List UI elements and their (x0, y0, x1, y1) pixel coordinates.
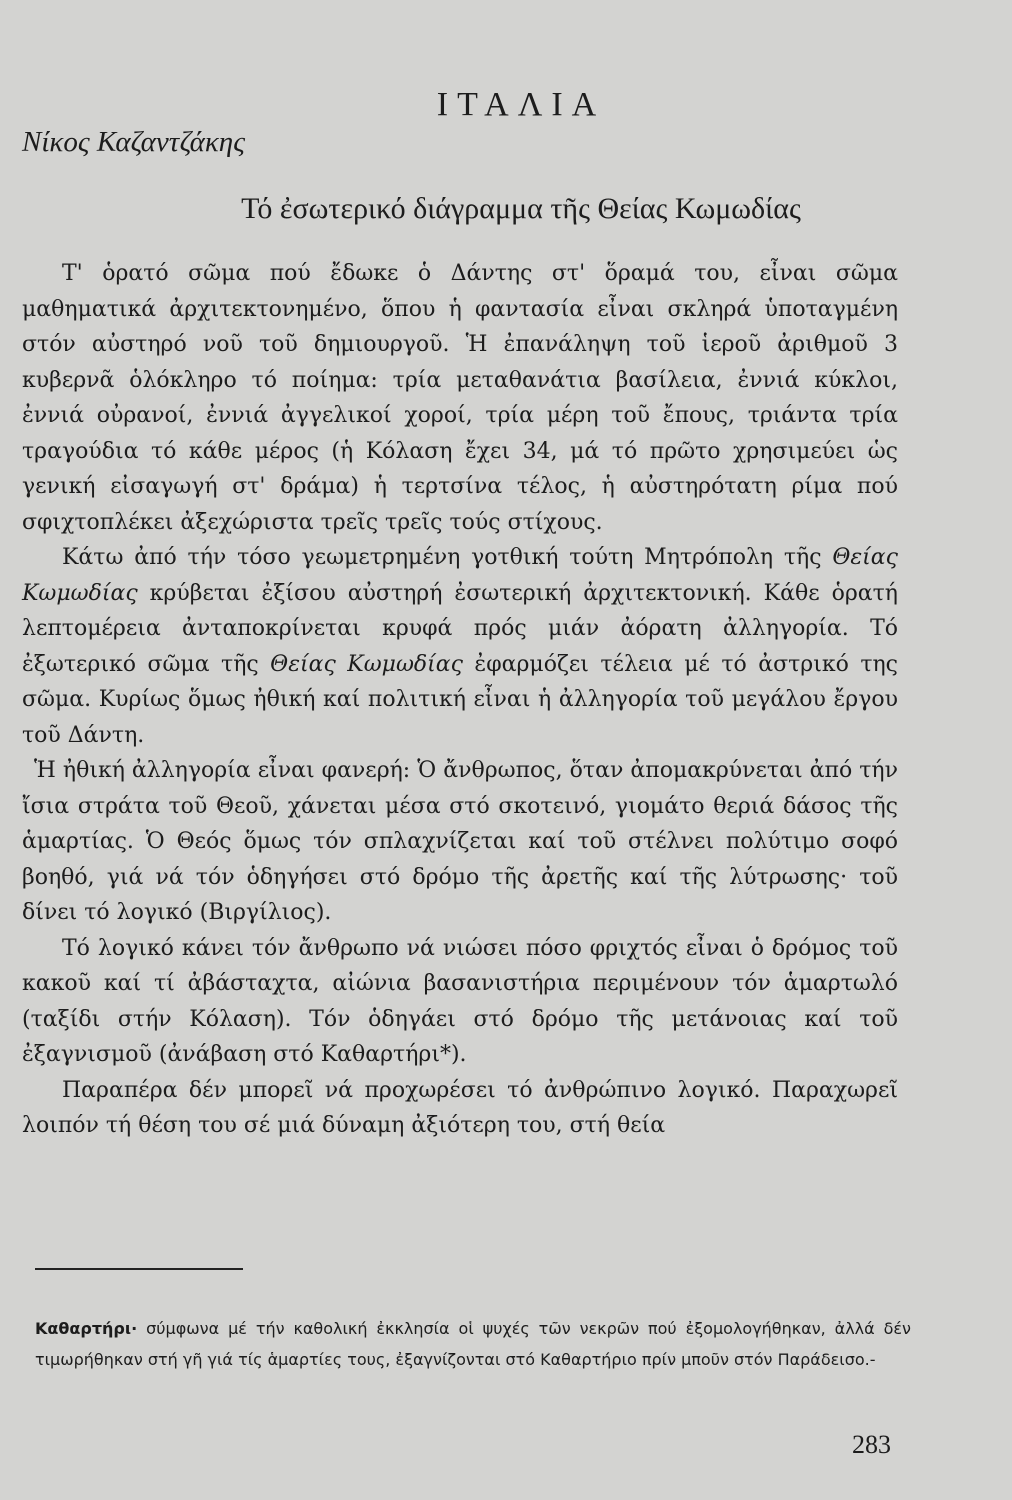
work-title-italic: Θείας Κωμωδίας (270, 651, 463, 677)
paragraph-2-text-a: Κάτω ἀπό τήν τόσο γεωμετρημένη γοτθική τούτη Μητρόπολη τῆς (62, 545, 833, 570)
section-title: ΙΤΑΛΙΑ (436, 86, 606, 123)
paragraph-2-text-c: κρύβεται ἐξίσου αὐστηρή ἐσωτερική ἀρχιτεκτονική. Κάθε ὁρατή λεπτομέρεια ἀνταποκρίνεται κρυφά πρός μιάν ἀόρατη ἀλληγορία. Τό ἐξωτερικό σῶμα τῆς (22, 580, 898, 677)
footnote-text: σύμφωνα μέ τήν καθολική ἐκκλησία οἱ ψυχές τῶν νεκρῶν πού ἐξομολογήθηκαν, ἀλλά δέν τιμωρήθηκαν στή γῆ γιά τίς ἁμαρτίες τους, ἐξαγνίζονται στό Καθαρτήριο πρίν μποῦν στόν Παράδεισο.- (35, 1319, 911, 1369)
paragraph-3: Ἡ ἠθική ἀλληγορία εἶναι φανερή: Ὁ ἄνθρωπος, ὅταν ἀπομακρύνεται ἀπό τήν ἴσια στράτα τοῦ Θεοῦ, χάνεται μέσα στό σκοτεινό, γιομάτο θεριά δάσος τῆς ἁμαρτίας. Ὁ Θεός ὅμως τόν σπλαχνίζεται καί τοῦ στέλνει πολύτιμο σοφό βοηθό, γιά νά τόν ὁδηγήσει στό δρόμο τῆς ἀρετῆς καί τῆς λύτρωσης· τοῦ δίνει τό λογικό (Βιργίλιος). (22, 758, 898, 925)
article-subtitle: Τό ἐσωτερικό διάγραμμα τῆς Θείας Κωμωδίας (241, 192, 801, 225)
footnote (35, 1313, 911, 1375)
paragraph-5: Παραπέρα δέν μπορεῖ νά προχωρέσει τό ἀνθρώπινο λογικό. Παραχωρεῖ λοιπόν τή θέση του σέ μιά δύναμη ἀξιότερη του, στή θεία (22, 1077, 898, 1138)
paragraph-2 (22, 540, 898, 753)
work-title-italic: Θείας Κωμωδίας (22, 545, 898, 606)
author-name: Νίκος Καζαντζάκης (22, 126, 245, 158)
paragraph-4: Τό λογικό κάνει τόν ἄνθρωπο νά νιώσει πόσο φριχτός εἶναι ὁ δρόμος τοῦ κακοῦ καί τί ἀβάσταχτα, αἰώνια βασανιστήρια περιμένουν τόν ἁμαρτωλό (ταξίδι στήν Κόλαση). Τόν ὁδηγάει στό δρόμο τῆς μετάνοιας καί τοῦ ἐξαγνισμοῦ (ἀνάβαση στό Καθαρτήρι*). (22, 935, 898, 1067)
paragraph-1: Τ' ὁρατό σῶμα πού ἔδωκε ὁ Δάντης στ' ὅραμά του, εἶναι σῶμα μαθηματικά ἀρχιτεκτονημένο, ὅπου ἡ φαντασία εἶναι σκληρά ὑποταγμένη στόν αὐστηρό νοῦ τοῦ δημιουργοῦ. Ἡ ἐπανάληψη τοῦ ἱεροῦ ἀριθμοῦ 3 κυβερνᾶ ὁλόκληρο τό ποίημα: τρία μεταθανάτια βασίλεια, ἐννιά κύκλοι, ἐννιά οὐρανοί, ἐννιά ἀγγελικοί χοροί, τρία μέρη τοῦ ἔπους, τριάντα τρία τραγούδια τό κάθε μέρος (ἡ Κόλαση ἔχει 34, μά τό πρῶτο χρησιμεύει ὡς γενική εἰσαγωγή στ' δράμα) ἡ τερτσίνα τέλος, ἡ αὐστηρότατη ρίμα πού σφιχτοπλέκει ἀξεχώριστα τρεῖς τρεῖς τούς στίχους. (22, 261, 898, 535)
footnote-divider (35, 1268, 243, 1270)
footnote-term: Καθαρτήρι· (35, 1319, 138, 1338)
paragraph-2-text-e: ἐφαρμόζει τέλεια μέ τό ἀστρικό της σῶμα. Κυρίως ὅμως ἠθική καί πολιτική εἶναι ἡ ἀλληγορία τοῦ μεγάλου ἔργου τοῦ Δάντη. (22, 651, 898, 748)
page-number: 283 (852, 1430, 891, 1459)
body-text (22, 256, 898, 1144)
